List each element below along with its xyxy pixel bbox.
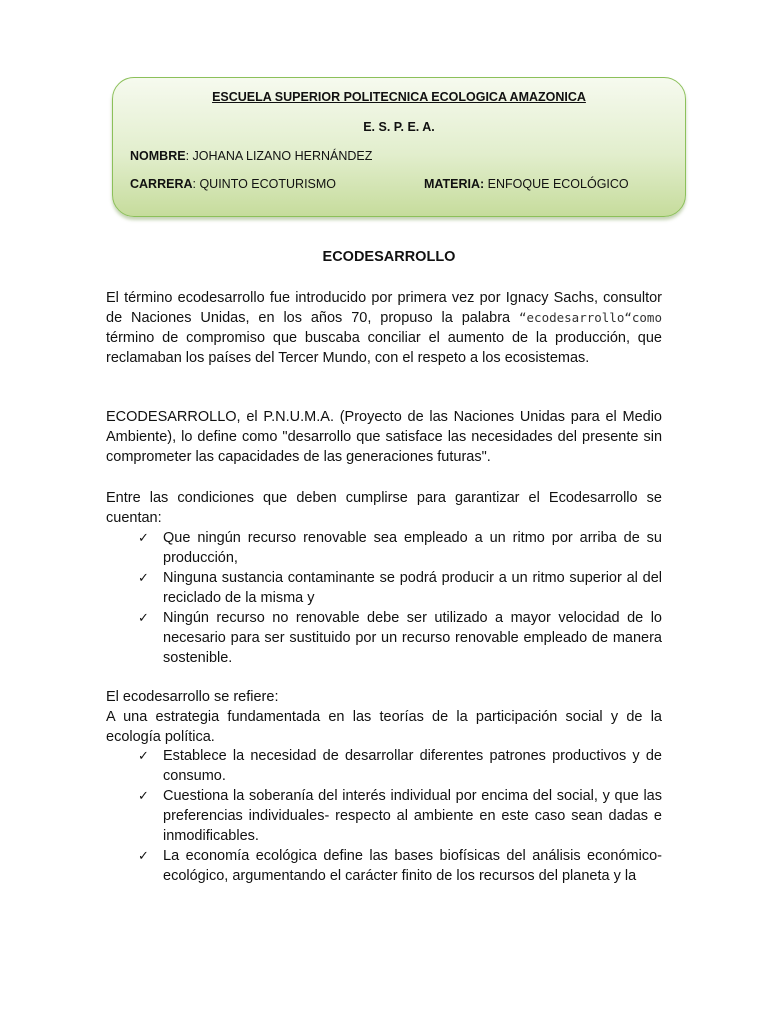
list-item — [106, 568, 662, 608]
paragraph-3: Entre las condiciones que deben cumplirse para garantizar el Ecodesarrollo se cuentan: — [106, 490, 662, 526]
materia-label: MATERIA: — [424, 177, 485, 191]
nombre-label: NOMBRE — [130, 149, 186, 163]
list-item-text: Ninguna sustancia contaminante se podrá producir a un ritmo superior al del reciclado de la misma y — [163, 570, 662, 606]
header-box — [112, 77, 686, 217]
paragraph-4: El ecodesarrollo se refiere: — [106, 689, 279, 705]
materia-value: ENFOQUE ECOLÓGICO — [484, 177, 629, 191]
checkmark-icon: ✓ — [138, 570, 149, 585]
document-title: ECODESARROLLO — [322, 249, 456, 265]
list-item-text: La economía ecológica define las bases biofísicas del análisis económico-ecológico, argumentando el carácter finito de los recursos del planeta y la — [163, 848, 662, 884]
list-item — [106, 786, 662, 846]
student-name — [130, 149, 372, 163]
p2-quote: "desarrollo que satisface las necesidades del presente sin comprometer las capacidades de las generaciones futuras". — [106, 429, 663, 465]
p2-text-a: ECODESARROLLO — [106, 409, 237, 425]
carrera-value: : QUINTO ECOTURISMO — [192, 177, 337, 191]
list-item-text: Ningún recurso no renovable debe ser utilizado a mayor velocidad de lo necesario para ser sustituido por un recurso renovable empleado de manera sostenible. — [163, 610, 662, 666]
checkmark-icon: ✓ — [138, 788, 149, 803]
school-acronym: E. S. P. E. A. — [363, 120, 435, 134]
list-item-text: Cuestiona la soberanía del interés individual por encima del social, y que las preferencias individuales- respecto al ambiente en este caso sean dadas e inmodificables. — [163, 788, 662, 844]
list-item — [106, 846, 662, 886]
carrera-label: CARRERA — [130, 177, 193, 191]
list-item-text: Establece la necesidad de desarrollar diferentes patrones productivos y de consumo. — [163, 748, 662, 784]
school-name: ESCUELA SUPERIOR POLITECNICA ECOLOGICA AMAZONICA — [212, 90, 586, 104]
p2-text-b: , el P.N.U.M.A. (Proyecto de las Naciones Unidas para el Medio Ambiente), lo define como — [106, 409, 662, 445]
checkmark-icon: ✓ — [138, 848, 149, 863]
p1-text-a: El término ecodesarrollo fue introducido por primera vez por Ignacy Sachs, consultor de Naciones Unidas, en los años 70, propuso la palabra — [106, 290, 662, 326]
conditions-list — [106, 528, 662, 668]
checkmark-icon: ✓ — [138, 610, 149, 625]
paragraph-2 — [106, 407, 662, 467]
checkmark-icon: ✓ — [138, 530, 149, 545]
p1-mono-text: “ecodesarrollo“como — [519, 310, 662, 325]
features-list — [106, 746, 662, 886]
list-item — [106, 746, 662, 786]
checkmark-icon: ✓ — [138, 748, 149, 763]
list-item-text: Que ningún recurso renovable sea empleado a un ritmo por arriba de su producción, — [163, 530, 662, 566]
list-item — [106, 608, 662, 668]
subject — [424, 177, 629, 191]
nombre-value: : JOHANA LIZANO HERNÁNDEZ — [185, 149, 373, 163]
career — [130, 177, 336, 191]
p1-text-b: término de compromiso que buscaba conciliar el aumento de la producción, que reclamaban los países del Tercer Mundo, con el respeto a los ecosistemas. — [106, 330, 662, 366]
paragraph-5: A una estrategia fundamentada en las teorías de la participación social y de la ecología política. — [106, 709, 662, 745]
list-item — [106, 528, 662, 568]
paragraph-1 — [106, 288, 662, 368]
